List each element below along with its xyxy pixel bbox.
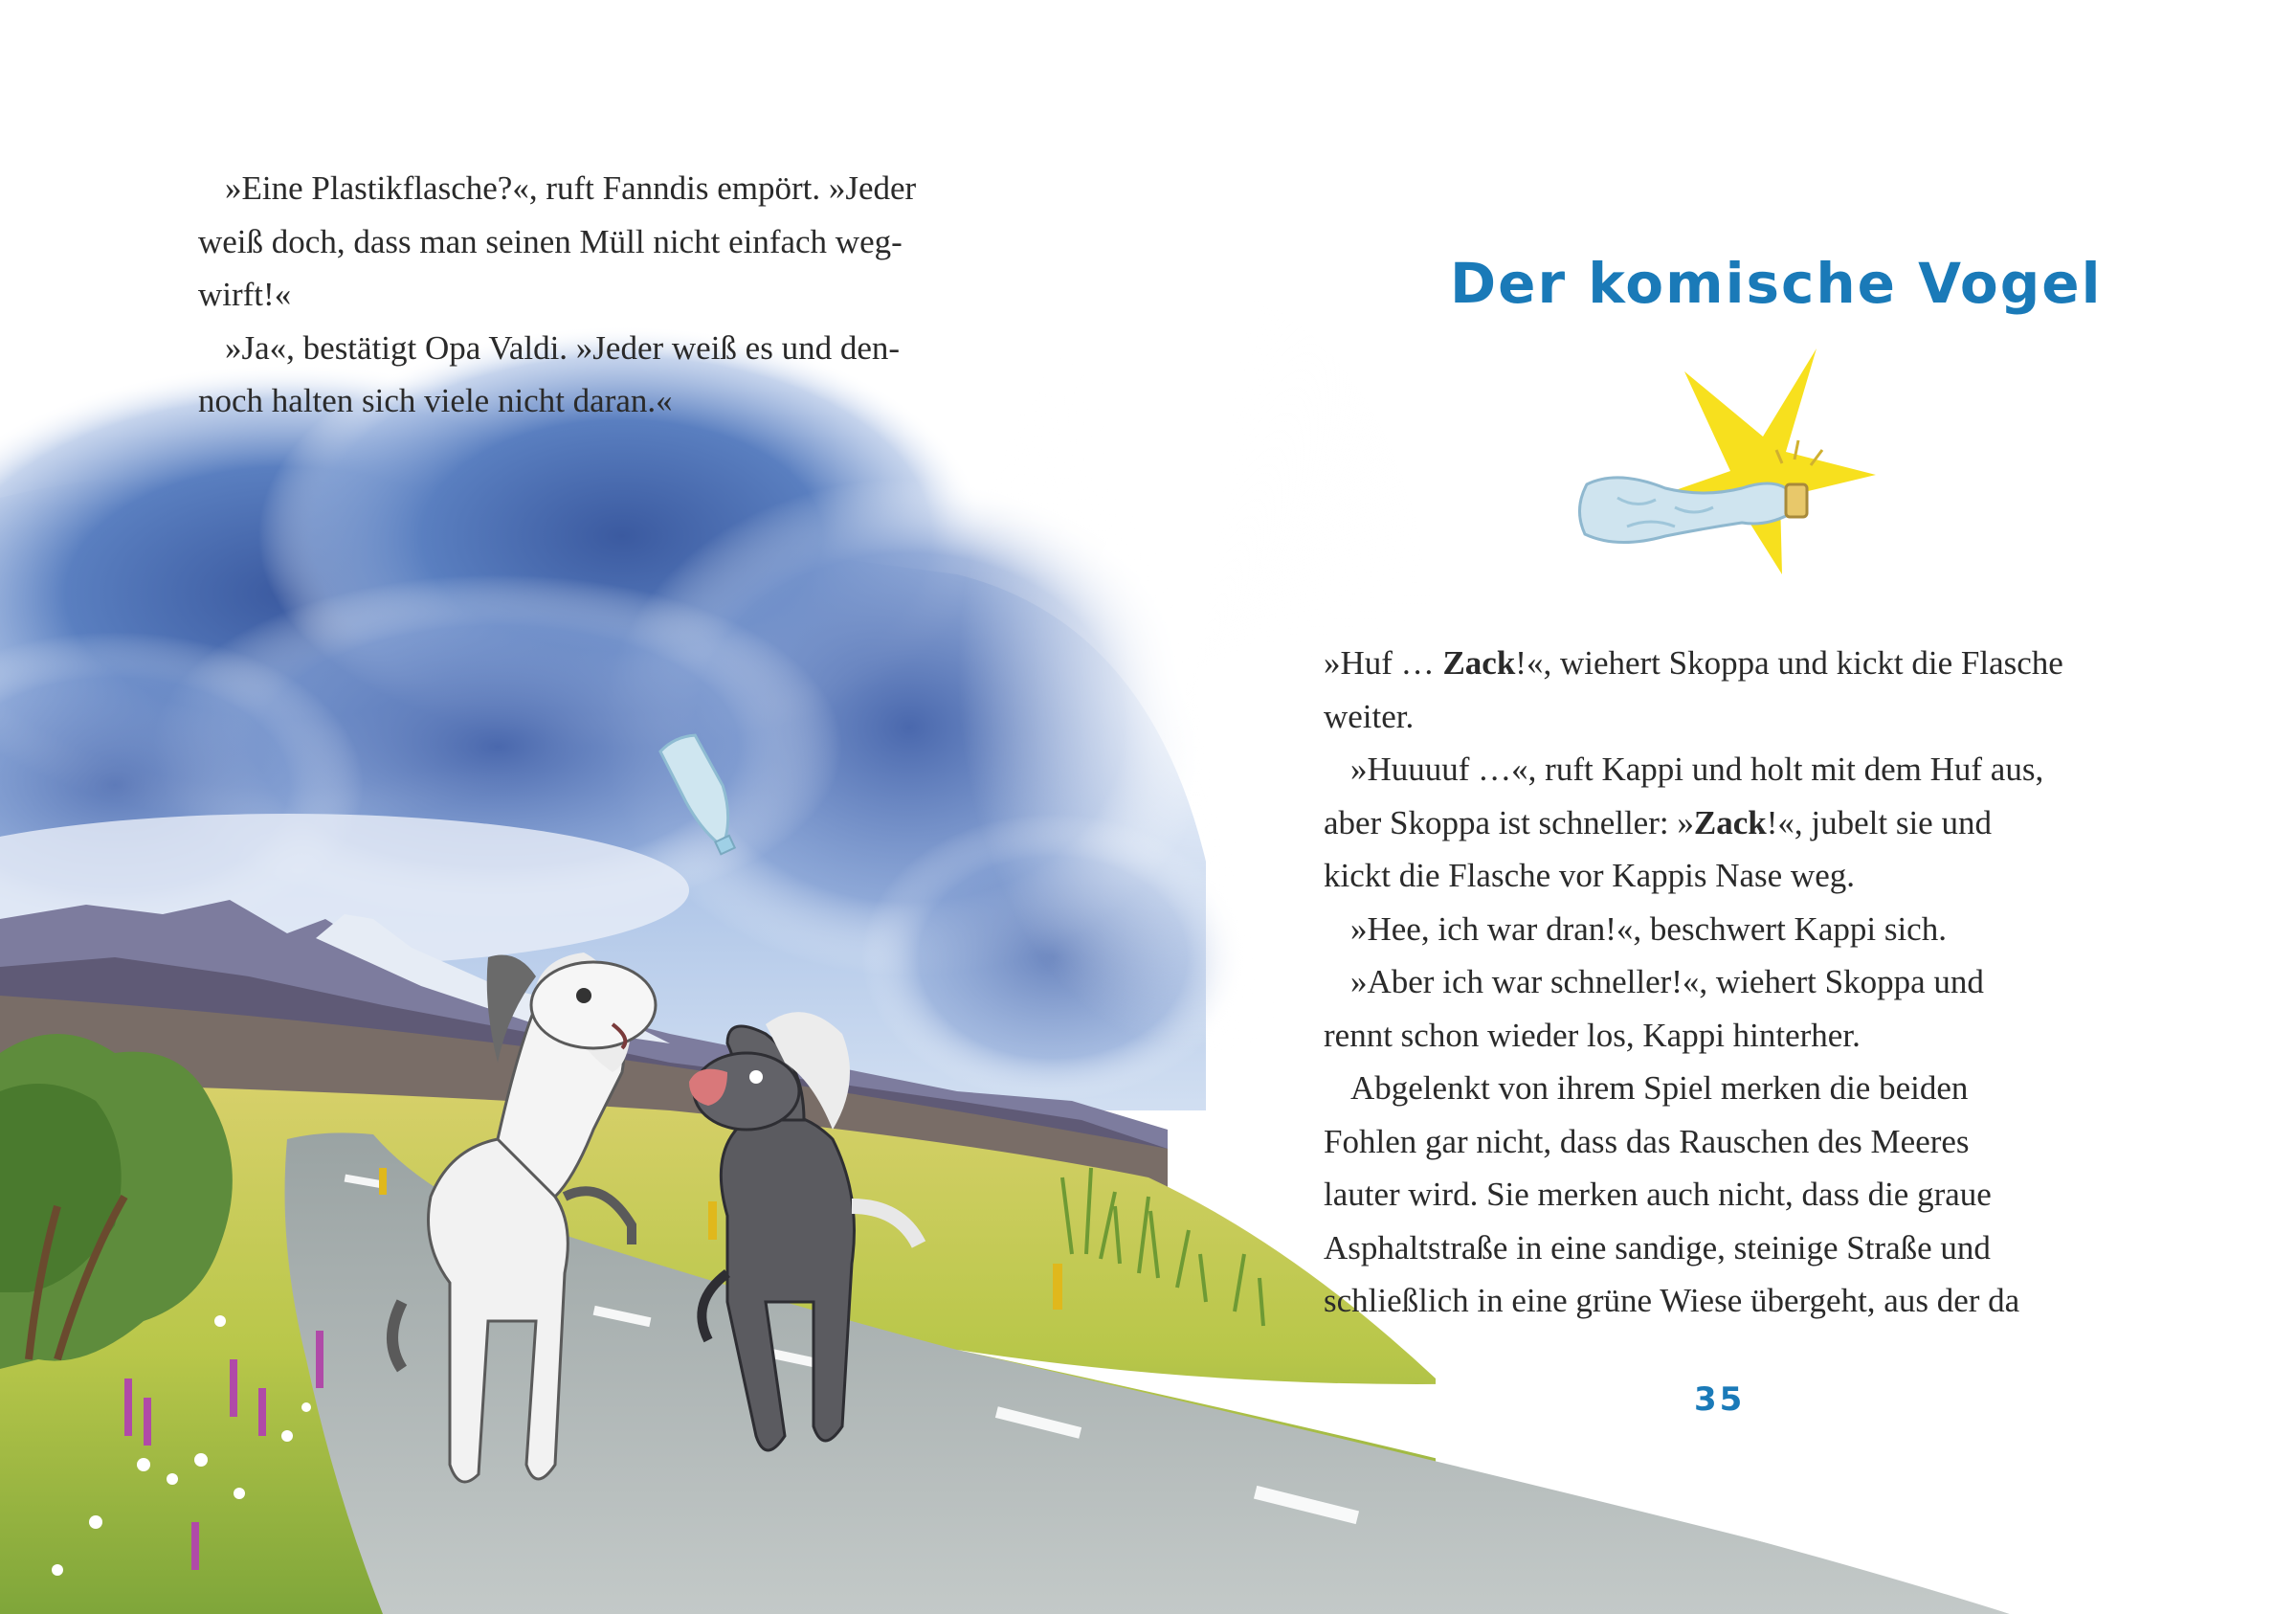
text-line: »Huuuuf …«, ruft Kappi und holt mit dem Huf aus,: [1350, 751, 2044, 788]
text-line: weiter.: [1324, 697, 1415, 735]
right-page-text: [1324, 637, 2128, 1328]
text-line: »Ja«, bestätigt Opa Valdi. »Jeder weiß es und den-: [225, 328, 901, 367]
left-page-text: [198, 162, 1002, 428]
text-line: Asphaltstraße in eine sandige, steinige Straße und: [1324, 1228, 1991, 1267]
text-line: schließlich in eine grüne Wiese übergeht, aus der da: [1324, 1282, 2020, 1319]
text-line: weiß doch, dass man seinen Müll nicht einfach weg-: [198, 222, 903, 260]
text-line: wirft!«: [198, 276, 292, 313]
text-line: Fohlen gar nicht, dass das Rauschen des Meeres: [1324, 1122, 1970, 1160]
chapter-title: Der komische Vogel: [1450, 251, 2103, 316]
text-line: rennt schon wieder los, Kappi hinterher.: [1324, 1016, 1861, 1054]
text-line: »Hee, ich war dran!«, beschwert Kappi sich.: [1350, 909, 1947, 948]
text-line: noch halten sich viele nicht daran.«: [198, 382, 673, 419]
text-line: »Aber ich war schneller!«, wiehert Skoppa und: [1350, 963, 1984, 1000]
page-number: 35: [1694, 1380, 1746, 1419]
star-with-bottle-icon: [1560, 345, 1895, 584]
text-line: »Huf … Zack!«, wiehert Skoppa und kickt die Flasche: [1324, 644, 2063, 682]
text-line: Abgelenkt von ihrem Spiel merken die beiden: [1350, 1069, 1969, 1107]
text-line: kickt die Flasche vor Kappis Nase weg.: [1324, 857, 1855, 894]
text-line: »Eine Plastikflasche?«, ruft Fanndis empört. »Jeder: [225, 169, 917, 207]
text-line: lauter wird. Sie merken auch nicht, dass die graue: [1324, 1176, 1992, 1213]
text-line: aber Skoppa ist schneller: »Zack!«, jubelt sie und: [1324, 803, 1992, 841]
